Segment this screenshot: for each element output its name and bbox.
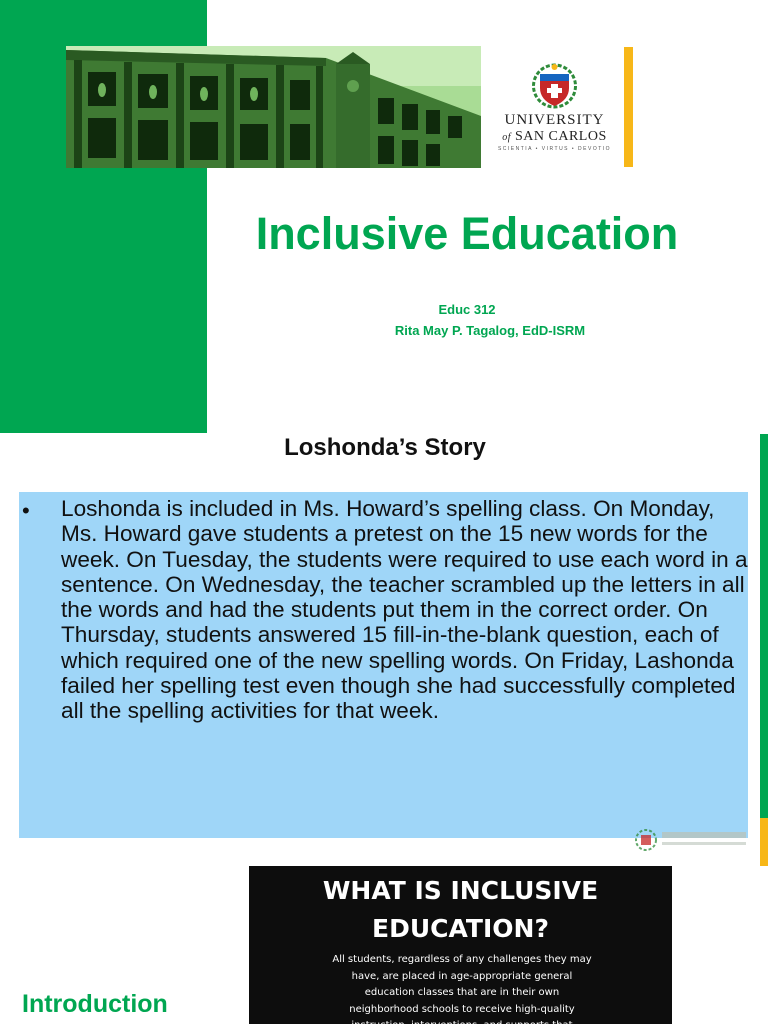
university-crest-icon [492, 62, 617, 112]
story-paragraph: Loshonda is included in Ms. Howard’s spelling class. On Monday, Ms. Howard gave students a pretest on the 15 new words for the week. On Tuesday, the students were required to use each word in a sentence. On Wednesday, the teacher scrambled up the letters in all the words and had the students put them in the correct order. On Thursday, students answered 15 fill-in-the-blank question, each of which required one of the new spelling words. On Friday, Lashonda failed her spelling test even though she had successfully completed all the spelling activities for that week. [61, 496, 748, 724]
gold-accent-bar [624, 47, 633, 167]
university-logo [492, 62, 617, 157]
logo-line-san-carlos: of SAN CARLOS [502, 129, 607, 144]
definition-text: All students, regardless of any challenges they may have, are placed in age-appropriate general education classes that are in their own neighborhood schools to receive high-quality instruction, interventions, and supports that [332, 954, 592, 1031]
right-gold-accent [760, 818, 768, 866]
logo-motto: SCIENTIA • VIRTUS • DEVOTIO [497, 146, 612, 152]
bullet-marker: • [22, 498, 30, 523]
question-heading-line2: EDUCATION? [372, 914, 549, 943]
section-heading-introduction: Introduction [22, 990, 168, 1018]
title-slide [0, 0, 768, 433]
campus-building-photo [66, 46, 481, 168]
story-title: Loshonda’s Story [284, 434, 486, 461]
author-name: Rita May P. Tagalog, EdD-ISRM [394, 323, 586, 338]
right-green-accent [760, 434, 768, 818]
question-heading-line1: WHAT IS INCLUSIVE [322, 876, 599, 905]
faint-university-logo [632, 826, 752, 854]
slide-title: Inclusive Education [255, 208, 679, 259]
course-code: Educ 312 [438, 302, 496, 317]
logo-line-university: UNIVERSITY [504, 112, 605, 128]
